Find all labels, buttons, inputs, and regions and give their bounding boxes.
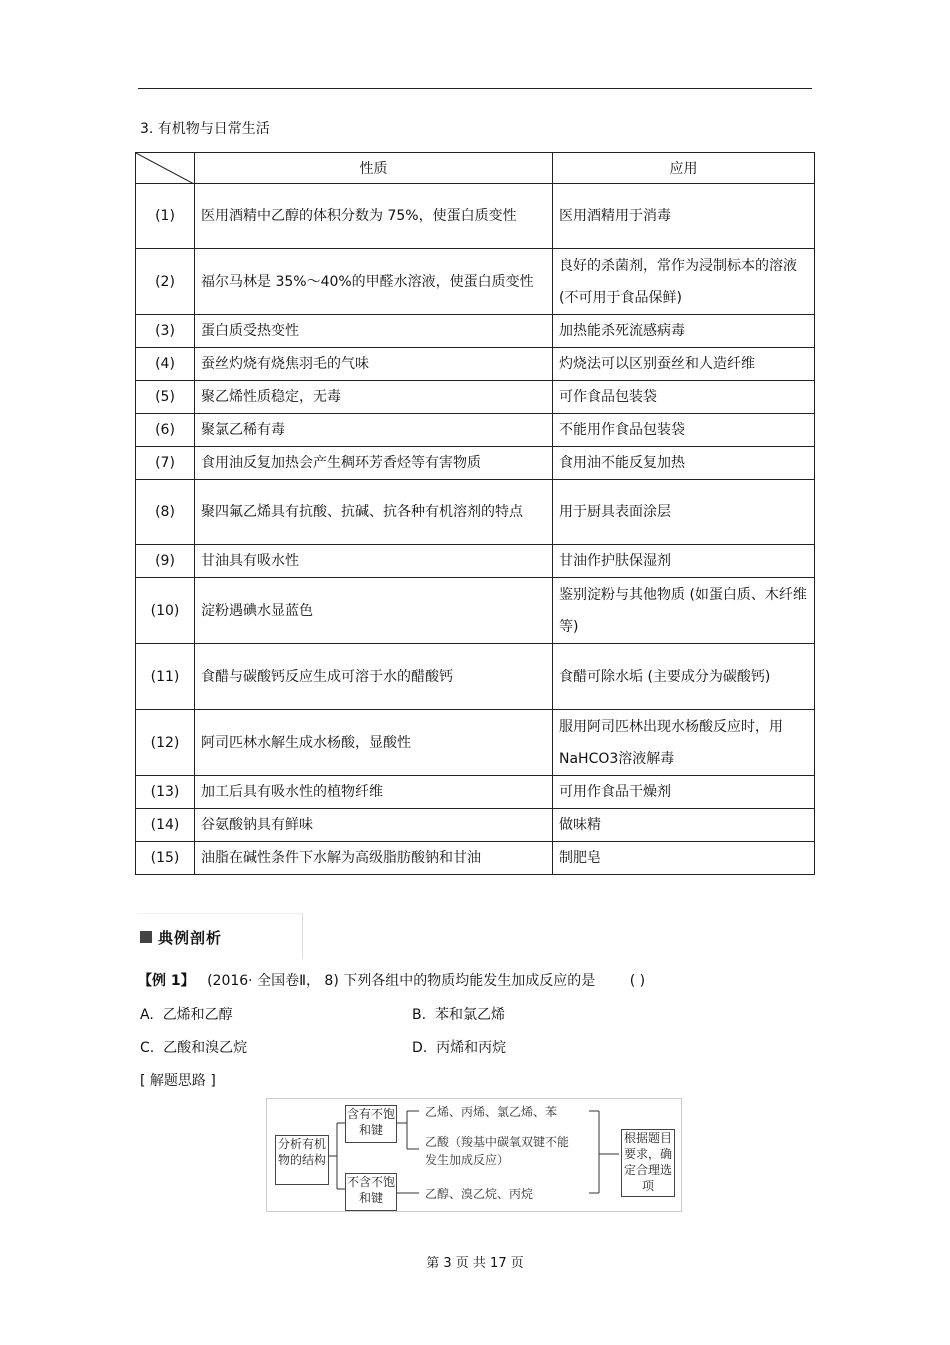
table-row (136, 809, 815, 842)
property-cell: 淀粉遇碘水显蓝色 (195, 578, 553, 644)
diagonal-corner-cell (136, 153, 195, 184)
row-number: (13) (136, 776, 195, 809)
application-cell: 鉴别淀粉与其他物质 (如蛋白质、木纤维等) (553, 578, 815, 644)
flow-group1: 乙烯、丙烯、氯乙烯、苯 (425, 1105, 558, 1119)
application-cell: 医用酒精用于消毒 (553, 184, 815, 249)
section-title: 3. 有机物与日常生活 (140, 121, 270, 137)
application-cell: 可作食品包装袋 (553, 381, 815, 414)
table-row (136, 710, 815, 776)
row-number: (10) (136, 578, 195, 644)
option-b (412, 1004, 505, 1024)
row-number: (14) (136, 809, 195, 842)
application-cell: 食醋可除水垢 (主要成分为碳酸钙) (553, 644, 815, 710)
answer-blank: ( ) (629, 973, 646, 989)
table-header-row (136, 153, 815, 184)
example-question (138, 970, 645, 990)
row-number: (1) (136, 184, 195, 249)
square-bullet-icon (140, 931, 152, 943)
thinking-label: [ 解题思路 ] (140, 1073, 216, 1089)
option-key: C. (140, 1040, 155, 1056)
option-key: A. (140, 1007, 154, 1023)
solution-flowchart (266, 1098, 682, 1212)
question-text: 下列各组中的物质均能发生加成反应的是 (343, 973, 596, 989)
property-cell: 聚四氟乙烯具有抗酸、抗碱、抗各种有机溶剂的特点 (195, 480, 553, 545)
property-cell: 加工后具有吸水性的植物纤维 (195, 776, 553, 809)
table-row (136, 578, 815, 644)
header-property: 性质 (195, 153, 553, 184)
property-cell: 蛋白质受热变性 (195, 315, 553, 348)
table-row (136, 842, 815, 875)
option-text: 丙烯和丙烷 (436, 1040, 507, 1056)
top-rule (138, 88, 812, 89)
table-row (136, 348, 815, 381)
application-cell: 用于厨具表面涂层 (553, 480, 815, 545)
table-row (136, 776, 815, 809)
page-footer: 第 3 页 共 17 页 (426, 1256, 524, 1271)
application-cell: 可用作食品干燥剂 (553, 776, 815, 809)
table-row (136, 249, 815, 315)
application-cell: 不能用作食品包装袋 (553, 414, 815, 447)
row-number: (6) (136, 414, 195, 447)
option-text: 苯和氯乙烯 (434, 1007, 505, 1023)
flow-saturated-box: 不含不饱和键 (345, 1173, 397, 1211)
table-row (136, 414, 815, 447)
property-cell: 食醋与碳酸钙反应生成可溶于水的醋酸钙 (195, 644, 553, 710)
property-cell: 阿司匹林水解生成水杨酸，显酸性 (195, 710, 553, 776)
flow-group2-line1: 乙酸（羧基中碳氧双键不能 (425, 1135, 570, 1149)
property-cell: 聚乙烯性质稳定，无毒 (195, 381, 553, 414)
row-number: (7) (136, 447, 195, 480)
table-row (136, 545, 815, 578)
option-a (140, 1004, 233, 1024)
property-cell: 蚕丝灼烧有烧焦羽毛的气味 (195, 348, 553, 381)
row-number: (3) (136, 315, 195, 348)
property-cell: 福尔马林是 35%～40%的甲醛水溶液，使蛋白质变性 (195, 249, 553, 315)
row-number: (8) (136, 480, 195, 545)
application-cell: 甘油作护肤保湿剂 (553, 545, 815, 578)
property-cell: 油脂在碱性条件下水解为高级脂肪酸钠和甘油 (195, 842, 553, 875)
application-cell: 良好的杀菌剂，常作为浸制标本的溶液 (不可用于食品保鲜) (553, 249, 815, 315)
application-cell: 做味精 (553, 809, 815, 842)
application-cell: 制肥皂 (553, 842, 815, 875)
row-number: (12) (136, 710, 195, 776)
property-cell: 聚氯乙稀有毒 (195, 414, 553, 447)
row-number: (15) (136, 842, 195, 875)
table-row (136, 315, 815, 348)
property-cell: 医用酒精中乙醇的体积分数为 75%，使蛋白质变性 (195, 184, 553, 249)
option-text: 乙烯和乙醇 (162, 1007, 233, 1023)
table-row (136, 381, 815, 414)
option-text: 乙酸和溴乙烷 (163, 1040, 248, 1056)
row-number: (4) (136, 348, 195, 381)
option-c (140, 1037, 247, 1057)
application-cell: 加热能杀死流感病毒 (553, 315, 815, 348)
example-source: (2016· 全国卷Ⅱ， 8) (207, 973, 339, 989)
property-cell: 食用油反复加热会产生稠环芳香烃等有害物质 (195, 447, 553, 480)
application-cell: 食用油不能反复加热 (553, 447, 815, 480)
flow-group2-line2: 发生加成反应） (425, 1153, 510, 1167)
flow-unsaturated-box: 含有不饱和键 (345, 1105, 397, 1143)
application-cell: 服用阿司匹林出现水杨酸反应时，用 NaHCO3溶液解毒 (553, 710, 815, 776)
example-section-title: 典例剖析 (158, 929, 223, 947)
diagonal-line-icon (136, 153, 194, 184)
header-application: 应用 (553, 153, 815, 184)
application-cell: 灼烧法可以区别蚕丝和人造纤维 (553, 348, 815, 381)
properties-table (135, 152, 815, 875)
option-key: B. (412, 1007, 427, 1023)
row-number: (5) (136, 381, 195, 414)
flow-conclusion-box: 根据题目要求，确定合理选项 (621, 1129, 675, 1197)
option-d (412, 1037, 506, 1057)
property-cell: 甘油具有吸水性 (195, 545, 553, 578)
example-section-header (137, 913, 303, 959)
table-row (136, 447, 815, 480)
option-key: D. (412, 1040, 428, 1056)
flow-start-box: 分析有机物的结构 (275, 1135, 329, 1185)
flow-group3: 乙醇、溴乙烷、丙烷 (425, 1187, 534, 1201)
table-row (136, 184, 815, 249)
table-row (136, 644, 815, 710)
row-number: (9) (136, 545, 195, 578)
example-label: 【例 1】 (138, 973, 195, 989)
row-number: (11) (136, 644, 195, 710)
row-number: (2) (136, 249, 195, 315)
table-row (136, 480, 815, 545)
property-cell: 谷氨酸钠具有鲜味 (195, 809, 553, 842)
